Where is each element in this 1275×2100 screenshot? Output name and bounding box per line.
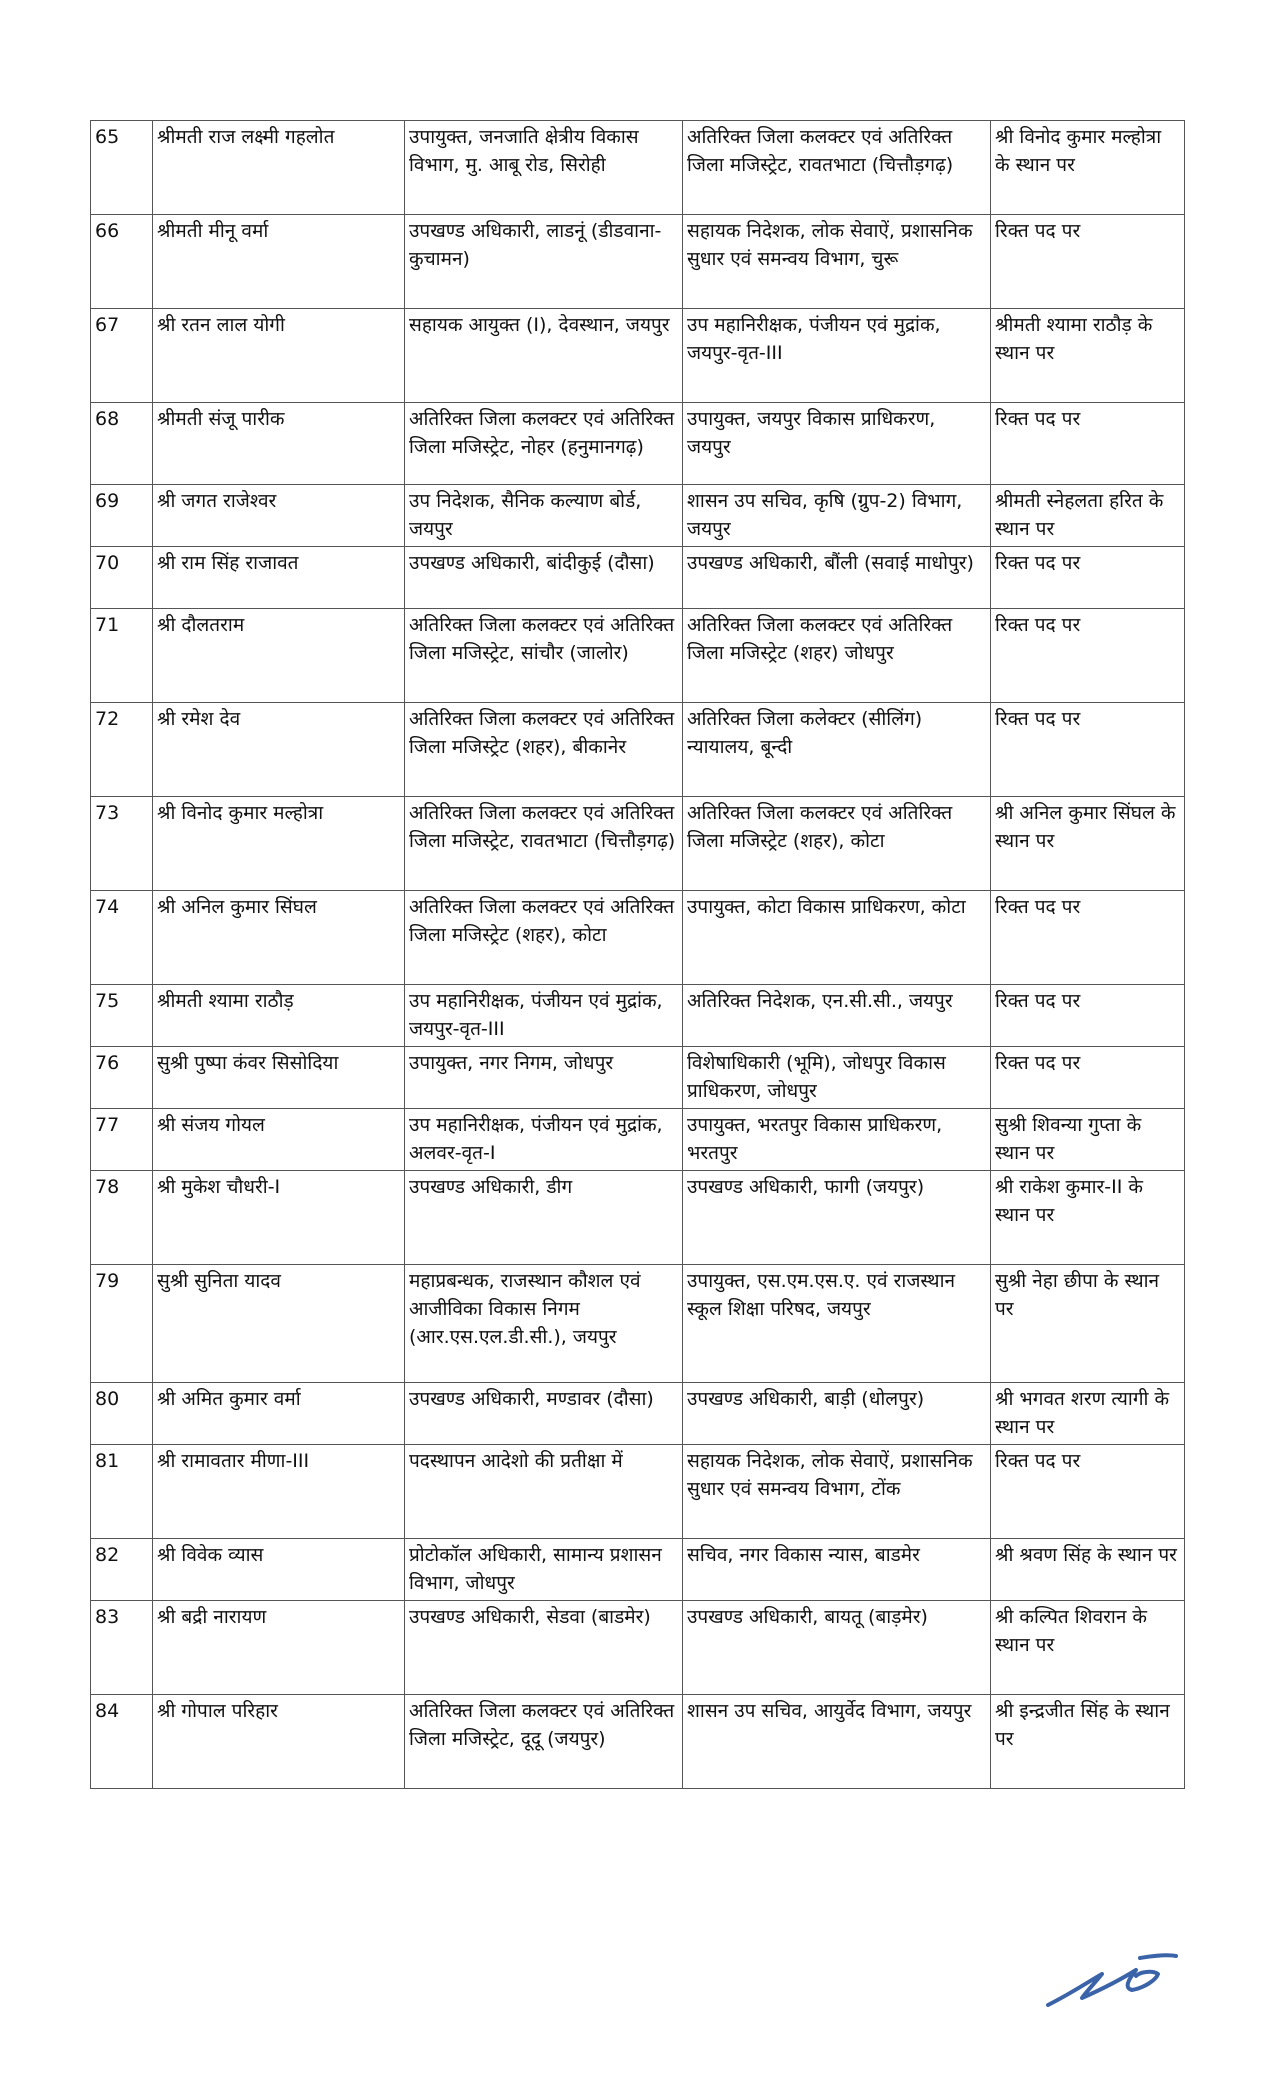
- serial-number: 77: [91, 1109, 153, 1171]
- new-posting: अतिरिक्त जिला कलेक्टर (सीलिंग) न्यायालय, बून्दी: [683, 703, 991, 797]
- new-posting: उपायुक्त, कोटा विकास प्राधिकरण, कोटा: [683, 891, 991, 985]
- serial-number: 70: [91, 547, 153, 609]
- officer-name: श्री विवेक व्यास: [153, 1539, 405, 1601]
- officer-name: श्री मुकेश चौधरी-I: [153, 1171, 405, 1265]
- current-posting: उपखण्ड अधिकारी, मण्डावर (दौसा): [405, 1383, 683, 1445]
- table-row: [91, 121, 1185, 215]
- table-row: [91, 1695, 1185, 1789]
- serial-number: 71: [91, 609, 153, 703]
- new-posting: उपायुक्त, भरतपुर विकास प्राधिकरण, भरतपुर: [683, 1109, 991, 1171]
- current-posting: उपायुक्त, जनजाति क्षेत्रीय विकास विभाग, मु. आबू रोड, सिरोही: [405, 121, 683, 215]
- serial-number: 83: [91, 1601, 153, 1695]
- serial-number: 73: [91, 797, 153, 891]
- officer-name: श्रीमती मीनू वर्मा: [153, 215, 405, 309]
- vacancy-remark: श्री श्रवण सिंह के स्थान पर: [991, 1539, 1185, 1601]
- current-posting: उपखण्ड अधिकारी, लाडनूं (डीडवाना-कुचामन): [405, 215, 683, 309]
- table-row: [91, 609, 1185, 703]
- new-posting: उपायुक्त, एस.एम.एस.ए. एवं राजस्थान स्कूल शिक्षा परिषद, जयपुर: [683, 1265, 991, 1383]
- table-row: [91, 797, 1185, 891]
- vacancy-remark: श्री अनिल कुमार सिंघल के स्थान पर: [991, 797, 1185, 891]
- vacancy-remark: सुश्री शिवन्या गुप्ता के स्थान पर: [991, 1109, 1185, 1171]
- officer-name: श्रीमती राज लक्ष्मी गहलोत: [153, 121, 405, 215]
- current-posting: सहायक आयुक्त (I), देवस्थान, जयपुर: [405, 309, 683, 403]
- current-posting: अतिरिक्त जिला कलक्टर एवं अतिरिक्त जिला मजिस्ट्रेट, सांचौर (जालोर): [405, 609, 683, 703]
- current-posting: पदस्थापन आदेशो की प्रतीक्षा में: [405, 1445, 683, 1539]
- new-posting: उपखण्ड अधिकारी, फागी (जयपुर): [683, 1171, 991, 1265]
- officer-name: श्री दौलतराम: [153, 609, 405, 703]
- officer-name: श्रीमती श्यामा राठौड़: [153, 985, 405, 1047]
- table-row: [91, 1265, 1185, 1383]
- officer-name: सुश्री पुष्पा कंवर सिसोदिया: [153, 1047, 405, 1109]
- officer-name: श्री रमेश देव: [153, 703, 405, 797]
- vacancy-remark: श्री भगवत शरण त्यागी के स्थान पर: [991, 1383, 1185, 1445]
- table-row: [91, 1601, 1185, 1695]
- table-row: [91, 403, 1185, 485]
- new-posting: अतिरिक्त जिला कलक्टर एवं अतिरिक्त जिला मजिस्ट्रेट (शहर) जोधपुर: [683, 609, 991, 703]
- serial-number: 78: [91, 1171, 153, 1265]
- new-posting: उप महानिरीक्षक, पंजीयन एवं मुद्रांक, जयपुर-वृत-III: [683, 309, 991, 403]
- current-posting: अतिरिक्त जिला कलक्टर एवं अतिरिक्त जिला मजिस्ट्रेट, नोहर (हनुमानगढ़): [405, 403, 683, 485]
- current-posting: अतिरिक्त जिला कलक्टर एवं अतिरिक्त जिला मजिस्ट्रेट, रावतभाटा (चित्तौड़गढ़): [405, 797, 683, 891]
- serial-number: 74: [91, 891, 153, 985]
- new-posting: उपखण्ड अधिकारी, बाड़ी (धोलपुर): [683, 1383, 991, 1445]
- table-row: [91, 891, 1185, 985]
- serial-number: 72: [91, 703, 153, 797]
- vacancy-remark: रिक्त पद पर: [991, 891, 1185, 985]
- vacancy-remark: रिक्त पद पर: [991, 547, 1185, 609]
- vacancy-remark: श्री कल्पित शिवरान के स्थान पर: [991, 1601, 1185, 1695]
- vacancy-remark: रिक्त पद पर: [991, 215, 1185, 309]
- new-posting: सचिव, नगर विकास न्यास, बाडमेर: [683, 1539, 991, 1601]
- current-posting: प्रोटोकॉल अधिकारी, सामान्य प्रशासन विभाग, जोधपुर: [405, 1539, 683, 1601]
- table-row: [91, 309, 1185, 403]
- officer-name: श्री संजय गोयल: [153, 1109, 405, 1171]
- new-posting: अतिरिक्त जिला कलक्टर एवं अतिरिक्त जिला मजिस्ट्रेट, रावतभाटा (चित्तौड़गढ़): [683, 121, 991, 215]
- new-posting: विशेषाधिकारी (भूमि), जोधपुर विकास प्राधिकरण, जोधपुर: [683, 1047, 991, 1109]
- new-posting: उपायुक्त, जयपुर विकास प्राधिकरण, जयपुर: [683, 403, 991, 485]
- serial-number: 69: [91, 485, 153, 547]
- officer-name: श्री गोपाल परिहार: [153, 1695, 405, 1789]
- new-posting: शासन उप सचिव, आयुर्वेद विभाग, जयपुर: [683, 1695, 991, 1789]
- officer-name: श्री अमित कुमार वर्मा: [153, 1383, 405, 1445]
- current-posting: उप महानिरीक्षक, पंजीयन एवं मुद्रांक, जयपुर-वृत-III: [405, 985, 683, 1047]
- vacancy-remark: रिक्त पद पर: [991, 1047, 1185, 1109]
- vacancy-remark: श्री विनोद कुमार मल्होत्रा के स्थान पर: [991, 121, 1185, 215]
- vacancy-remark: सुश्री नेहा छीपा के स्थान पर: [991, 1265, 1185, 1383]
- vacancy-remark: रिक्त पद पर: [991, 609, 1185, 703]
- table-row: [91, 1171, 1185, 1265]
- table-row: [91, 1539, 1185, 1601]
- table-row: [91, 1109, 1185, 1171]
- current-posting: उप निदेशक, सैनिक कल्याण बोर्ड, जयपुर: [405, 485, 683, 547]
- table-row: [91, 1047, 1185, 1109]
- officer-name: श्री अनिल कुमार सिंघल: [153, 891, 405, 985]
- current-posting: उपखण्ड अधिकारी, बांदीकुई (दौसा): [405, 547, 683, 609]
- vacancy-remark: श्री इन्द्रजीत सिंह के स्थान पर: [991, 1695, 1185, 1789]
- new-posting: उपखण्ड अधिकारी, बायतू (बाड़मेर): [683, 1601, 991, 1695]
- current-posting: अतिरिक्त जिला कलक्टर एवं अतिरिक्त जिला मजिस्ट्रेट (शहर), कोटा: [405, 891, 683, 985]
- current-posting: महाप्रबन्धक, राजस्थान कौशल एवं आजीविका विकास निगम (आर.एस.एल.डी.सी.), जयपुर: [405, 1265, 683, 1383]
- new-posting: उपखण्ड अधिकारी, बौंली (सवाई माधोपुर): [683, 547, 991, 609]
- serial-number: 66: [91, 215, 153, 309]
- signature: [1040, 1950, 1180, 2010]
- current-posting: अतिरिक्त जिला कलक्टर एवं अतिरिक्त जिला मजिस्ट्रेट, दूदू (जयपुर): [405, 1695, 683, 1789]
- current-posting: उप महानिरीक्षक, पंजीयन एवं मुद्रांक, अलवर-वृत-I: [405, 1109, 683, 1171]
- officer-name: श्री विनोद कुमार मल्होत्रा: [153, 797, 405, 891]
- serial-number: 67: [91, 309, 153, 403]
- vacancy-remark: श्रीमती श्यामा राठौड़ के स्थान पर: [991, 309, 1185, 403]
- serial-number: 81: [91, 1445, 153, 1539]
- vacancy-remark: रिक्त पद पर: [991, 1445, 1185, 1539]
- officer-name: श्री राम सिंह राजावत: [153, 547, 405, 609]
- new-posting: शासन उप सचिव, कृषि (ग्रुप-2) विभाग, जयपुर: [683, 485, 991, 547]
- serial-number: 65: [91, 121, 153, 215]
- new-posting: सहायक निदेशक, लोक सेवाऐं, प्रशासनिक सुधार एवं समन्वय विभाग, चुरू: [683, 215, 991, 309]
- officer-name: श्री रामावतार मीणा-III: [153, 1445, 405, 1539]
- vacancy-remark: श्रीमती स्नेहलता हरित के स्थान पर: [991, 485, 1185, 547]
- current-posting: उपखण्ड अधिकारी, डीग: [405, 1171, 683, 1265]
- current-posting: उपखण्ड अधिकारी, सेडवा (बाडमेर): [405, 1601, 683, 1695]
- new-posting: अतिरिक्त निदेशक, एन.सी.सी., जयपुर: [683, 985, 991, 1047]
- current-posting: उपायुक्त, नगर निगम, जोधपुर: [405, 1047, 683, 1109]
- table-row: [91, 1445, 1185, 1539]
- serial-number: 76: [91, 1047, 153, 1109]
- vacancy-remark: रिक्त पद पर: [991, 703, 1185, 797]
- officer-name: श्रीमती संजू पारीक: [153, 403, 405, 485]
- serial-number: 79: [91, 1265, 153, 1383]
- table-row: [91, 547, 1185, 609]
- serial-number: 82: [91, 1539, 153, 1601]
- officer-name: सुश्री सुनिता यादव: [153, 1265, 405, 1383]
- officer-name: श्री रतन लाल योगी: [153, 309, 405, 403]
- vacancy-remark: रिक्त पद पर: [991, 985, 1185, 1047]
- serial-number: 80: [91, 1383, 153, 1445]
- table-row: [91, 485, 1185, 547]
- table-row: [91, 985, 1185, 1047]
- officer-name: श्री जगत राजेश्वर: [153, 485, 405, 547]
- transfer-table: [90, 120, 1185, 1789]
- table-row: [91, 215, 1185, 309]
- table-row: [91, 703, 1185, 797]
- new-posting: अतिरिक्त जिला कलक्टर एवं अतिरिक्त जिला मजिस्ट्रेट (शहर), कोटा: [683, 797, 991, 891]
- current-posting: अतिरिक्त जिला कलक्टर एवं अतिरिक्त जिला मजिस्ट्रेट (शहर), बीकानेर: [405, 703, 683, 797]
- transfer-table-body: [91, 121, 1185, 1789]
- serial-number: 75: [91, 985, 153, 1047]
- vacancy-remark: श्री राकेश कुमार-II के स्थान पर: [991, 1171, 1185, 1265]
- serial-number: 84: [91, 1695, 153, 1789]
- officer-name: श्री बद्री नारायण: [153, 1601, 405, 1695]
- new-posting: सहायक निदेशक, लोक सेवाऐं, प्रशासनिक सुधार एवं समन्वय विभाग, टोंक: [683, 1445, 991, 1539]
- table-row: [91, 1383, 1185, 1445]
- vacancy-remark: रिक्त पद पर: [991, 403, 1185, 485]
- serial-number: 68: [91, 403, 153, 485]
